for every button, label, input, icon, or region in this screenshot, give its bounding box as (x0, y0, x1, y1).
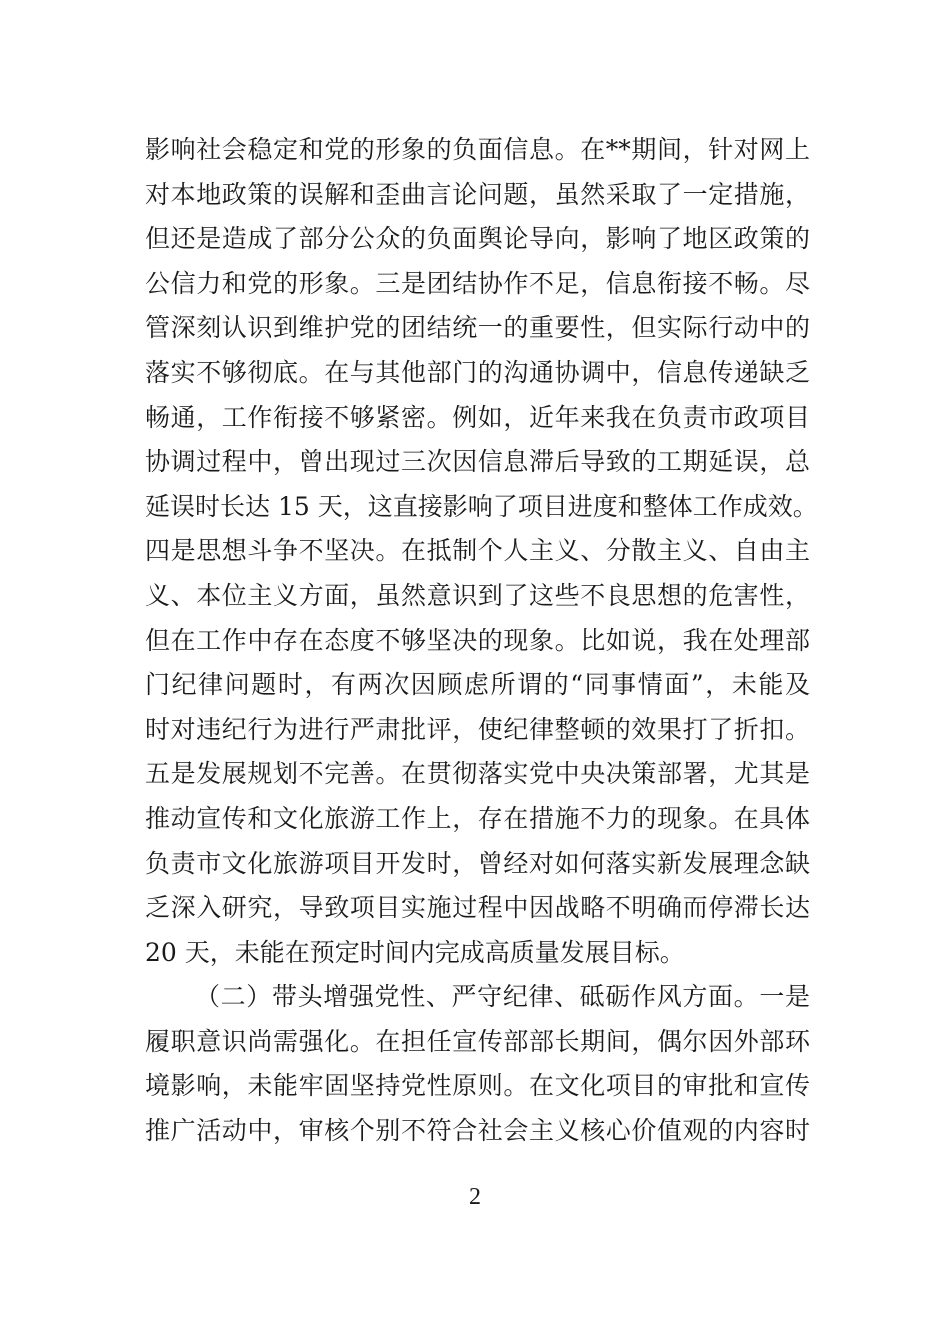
text-line: 履职意识尚需强化。在担任宣传部部长期间，偶尔因外部环 (145, 1026, 810, 1056)
section-heading-line: （二）带头增强党性、严守纪律、砥砺作风方面。一是 (195, 982, 810, 1012)
text-line: 推动宣传和文化旅游工作上，存在措施不力的现象。在具体 (145, 803, 810, 833)
text-line: 推广活动中，审核个别不符合社会主义核心价值观的内容时 (145, 1116, 810, 1146)
text-line: 管深刻认识到维护党的团结统一的重要性，但实际行动中的 (145, 313, 810, 343)
text-line: 门纪律问题时，有两次因顾虑所谓的“同事情面”，未能及 (145, 670, 810, 700)
text-line: 畅通，工作衔接不够紧密。例如，近年来我在负责市政项目 (145, 402, 810, 432)
text-line: 延误时长达 15 天，这直接影响了项目进度和整体工作成效。 (145, 491, 818, 521)
text-line: 影响社会稳定和党的形象的负面信息。在**期间，针对网上 (145, 135, 810, 164)
text-line: 五是发展规划不完善。在贯彻落实党中央决策部署，尤其是 (145, 759, 810, 789)
text-line: 对本地政策的误解和歪曲言论问题，虽然采取了一定措施， (145, 179, 810, 209)
text-line: 但在工作中存在态度不够坚决的现象。比如说，我在处理部 (145, 625, 810, 655)
text-line: 乏深入研究，导致项目实施过程中因战略不明确而停滞长达 (145, 893, 810, 923)
text-line: 但还是造成了部分公众的负面舆论导向，影响了地区政策的 (145, 224, 810, 254)
text-line: 落实不够彻底。在与其他部门的沟通协调中，信息传递缺乏 (145, 357, 810, 387)
text-line: 负责市文化旅游项目开发时，曾经对如何落实新发展理念缺 (145, 848, 810, 878)
text-line: 公信力和党的形象。三是团结协作不足，信息衔接不畅。尽 (145, 268, 810, 298)
text-line: 义、本位主义方面，虽然意识到了这些不良思想的危害性， (145, 580, 810, 610)
text-line: 时对违纪行为进行严肃批评，使纪律整顿的效果打了折扣。 (145, 714, 810, 744)
body-text (145, 128, 818, 1154)
text-line: 境影响，未能牢固坚持党性原则。在文化项目的审批和宣传 (145, 1071, 810, 1101)
text-line: 四是思想斗争不坚决。在抵制个人主义、分散主义、自由主 (145, 536, 810, 566)
text-line: 协调过程中，曾出现过三次因信息滞后导致的工期延误，总 (145, 447, 810, 477)
page-number: 2 (469, 1184, 481, 1210)
paragraph-end-line: 20 天，未能在预定时间内完成高质量发展目标。 (145, 937, 685, 967)
